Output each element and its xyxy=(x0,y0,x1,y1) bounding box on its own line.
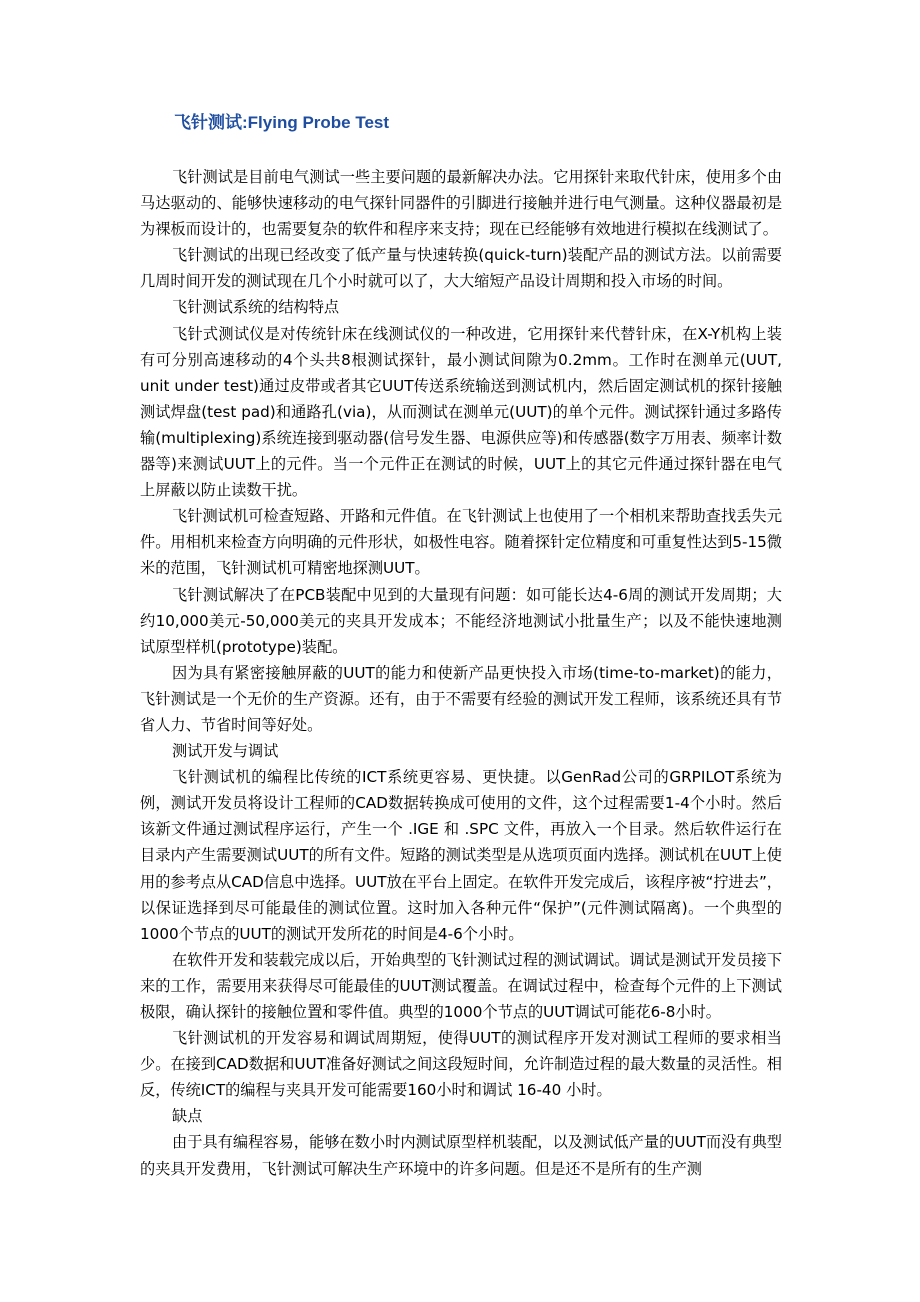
paragraph-structure: 飞针式测试仪是对传统针床在线测试仪的一种改进，它用探针来代替针床，在X-Y机构上装有可分别高速移动的4个头共8根测试探针，最小测试间隙为0.2mm。工作时在测单元(UUT, unit under test)通过皮带或者其它UUT传送系统输送到测试机内，然后固定测试机的探针接触测试焊盘(test pad)和通路孔(via)，从而测试在测单元(UUT)的单个元件。测试探针通过多路传输(multiplexing)系统连接到驱动器(信号发生器、电源供应等)和传感器(数字万用表、频率计数器等)来测试UUT上的元件。当一个元件正在测试的时候，UUT上的其它元件通过探针器在电气上屏蔽以防止读数干扰。 xyxy=(140,324,782,500)
paragraph-capabilities: 飞针测试机可检查短路、开路和元件值。在飞针测试上也使用了一个相机来帮助查找丢失元件。用相机来检查方向明确的元件形状，如极性电容。随着探针定位精度和可重复性达到5-15微米的范围，飞针测试机可精密地探测UUT。 xyxy=(140,507,782,578)
paragraph-programming: 飞针测试机的编程比传统的ICT系统更容易、更快捷。以GenRad公司的GRPILOT系统为例，测试开发员将设计工程师的CAD数据转换成可使用的文件，这个过程需要1-4个小时。然后该新文件通过测试程序运行，产生一个 .IGE 和 .SPC 文件，再放入一个目录。然后软件运行在目录内产生需要测试UUT的所有文件。短路的测试类型是从选项页面内选择。测试机在UUT上使用的参考点从CAD信息中选择。UUT放在平台上固定。在软件开发完成后，该程序被“拧进去”，以保证选择到尽可能最佳的测试位置。这时加入各种元件“保护”(元件测试隔离)。一个典型的1000个节点的UUT的测试开发所花的时间是4-6个小时。 xyxy=(140,768,782,943)
paragraph-quick-turn: 飞针测试的出现已经改变了低产量与快速转换(quick-turn)装配产品的测试方法。以前需要几周时间开发的测试现在几个小时就可以了，大大缩短产品设计周期和投入市场的时间。 xyxy=(140,246,782,291)
paragraph-intro: 飞针测试是目前电气测试一些主要问题的最新解决办法。它用探针来取代针床，使用多个由马达驱动的、能够快速移动的电气探针同器件的引脚进行接触并进行电气测量。这种仪器最初是为裸板而设计的，也需要复杂的软件和程序来支持；现在已经能够有效地进行模拟在线测试了。 xyxy=(140,168,782,239)
document-body xyxy=(140,106,782,1182)
document-title: 飞针测试:Flying Probe Test xyxy=(174,113,390,132)
section-heading-development: 测试开发与调试 xyxy=(172,742,279,761)
paragraph-problems-solved: 飞针测试解决了在PCB装配中见到的大量现有问题：如可能长达4-6周的测试开发周期；大约10,000美元-50,000美元的夹具开发成本；不能经济地测试小批量生产；以及不能快速地测试原型样机(prototype)装配。 xyxy=(140,585,782,656)
section-heading-structure: 飞针测试系统的结构特点 xyxy=(172,298,340,317)
paragraph-debugging: 在软件开发和装载完成以后，开始典型的飞针测试过程的测试调试。调试是测试开发员接下来的工作，需要用来获得尽可能最佳的UUT测试覆盖。在调试过程中，检查每个元件的上下测试极限，确认探针的接触位置和零件值。典型的1000个节点的UUT调试可能花6-8小时。 xyxy=(140,950,782,1021)
paragraph-short-cycle: 飞针测试机的开发容易和调试周期短，使得UUT的测试程序开发对测试工程师的要求相当少。在接到CAD数据和UUT准备好测试之间这段短时间，允许制造过程的最大数量的灵活性。相反，传统ICT的编程与夹具开发可能需要160小时和调试 16-40 小时。 xyxy=(140,1029,782,1100)
paragraph-drawbacks: 由于具有编程容易，能够在数小时内测试原型样机装配，以及测试低产量的UUT而没有典型的夹具开发费用，飞针测试可解决生产环境中的许多问题。但是还不是所有的生产测 xyxy=(140,1133,782,1178)
section-heading-drawbacks: 缺点 xyxy=(172,1107,203,1126)
paragraph-advantages: 因为具有紧密接触屏蔽的UUT的能力和使新产品更快投入市场(time-to-market)的能力，飞针测试是一个无价的生产资源。还有，由于不需要有经验的测试开发工程师，该系统还具有节省人力、节省时间等好处。 xyxy=(140,663,782,734)
